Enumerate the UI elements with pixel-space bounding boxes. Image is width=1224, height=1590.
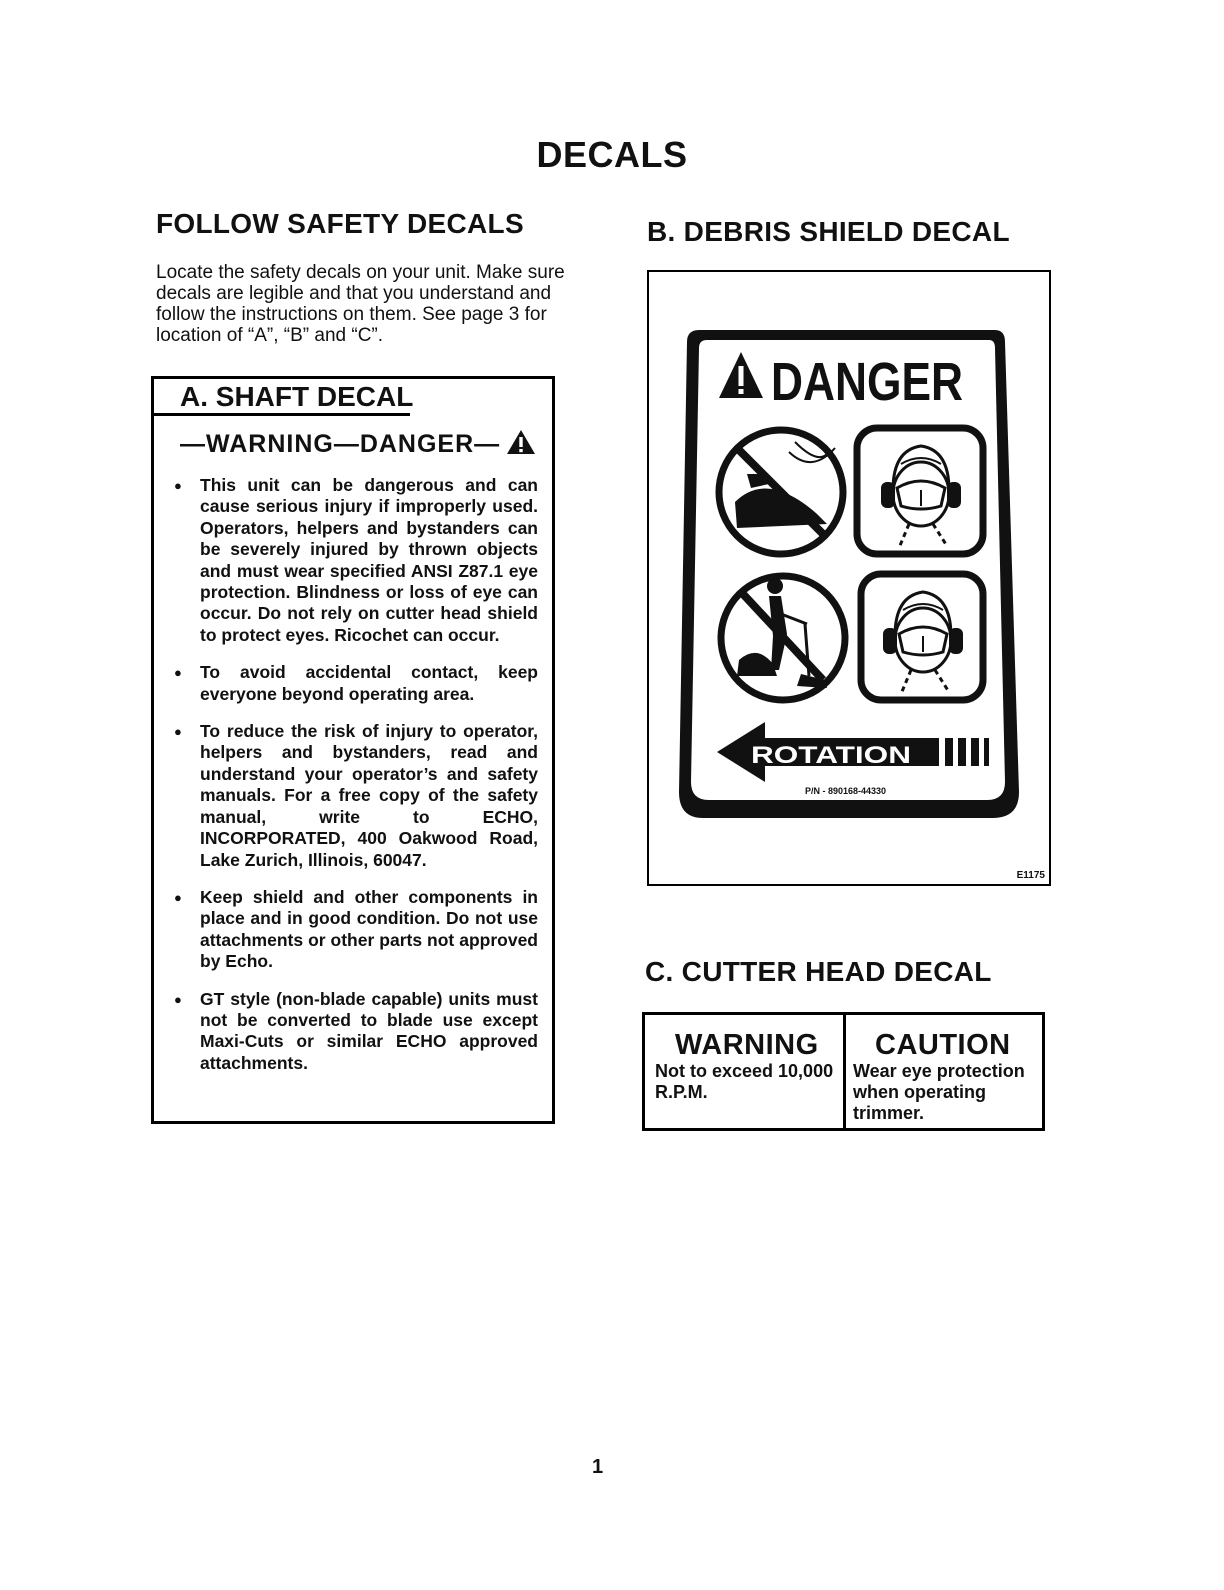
cutter-warning-title: WARNING <box>675 1029 819 1061</box>
part-number: P/N - 890168-44330 <box>805 786 887 796</box>
warning-triangle-icon <box>506 429 536 462</box>
shaft-decal-bullets <box>174 475 538 1090</box>
intro-paragraph: Locate the safety decals on your unit. Make sure decals are legible and that you understand and follow the instructions on them. See page 3 for location of “A”, “B” and “C”. <box>156 262 565 346</box>
debris-shield-heading: B. DEBRIS SHIELD DECAL <box>647 216 1010 247</box>
cutter-caution-title: CAUTION <box>875 1029 1011 1061</box>
figure-code: E1175 <box>1016 870 1045 881</box>
bullet-item: ● To reduce the risk of injury to operator, helpers and bystanders, read and understand your operator’s and safety manuals. For a free copy of the safety manual, write to ECHO, INCORPORATED, 400 Oakwood Road, Lake Zurich, Illinois, 60047. <box>174 721 538 871</box>
debris-shield-decal-figure <box>647 270 1051 886</box>
debris-decal-artwork <box>677 324 1021 824</box>
bullet-item: ● To avoid accidental contact, keep everyone beyond operating area. <box>174 662 538 705</box>
bullet-item: ● Keep shield and other components in place and in good condition. Do not use attachments or other parts not approved by Echo. <box>174 887 538 973</box>
cutter-head-heading: C. CUTTER HEAD DECAL <box>645 956 992 987</box>
warning-danger-subtitle <box>180 429 536 462</box>
cutter-warning-text: Not to exceed 10,000 R.P.M. <box>655 1061 834 1102</box>
follow-safety-heading: FOLLOW SAFETY DECALS <box>156 208 524 239</box>
bullet-item: ● GT style (non-blade capable) units must not be converted to blade use except Maxi-Cuts or similar ECHO approved attachments. <box>174 989 538 1075</box>
shaft-decal-box <box>151 376 555 1124</box>
shaft-title-rule <box>154 413 410 416</box>
rotation-label: ROTATION <box>751 742 911 769</box>
page-number: 1 <box>591 1456 604 1478</box>
bullet-item: ● This unit can be dangerous and can cause serious injury if improperly used. Operators, helpers and bystanders can be severely injured by thrown objects and must wear specified ANSI Z87.1 eye protection. Blindness or loss of eye can occur. Do not rely on cutter head shield to protect eyes. Ricochet can occur. <box>174 475 538 646</box>
warning-danger-text: —WARNING—DANGER— <box>180 430 501 458</box>
page-title: DECALS <box>536 134 688 175</box>
danger-label: DANGER <box>771 352 963 412</box>
shaft-decal-title: A. SHAFT DECAL <box>180 381 414 412</box>
cutter-head-decal-box <box>642 1012 1045 1131</box>
cutter-decal-divider <box>843 1015 846 1128</box>
cutter-caution-text: Wear eye protection when operating trimmer. <box>853 1061 1025 1123</box>
